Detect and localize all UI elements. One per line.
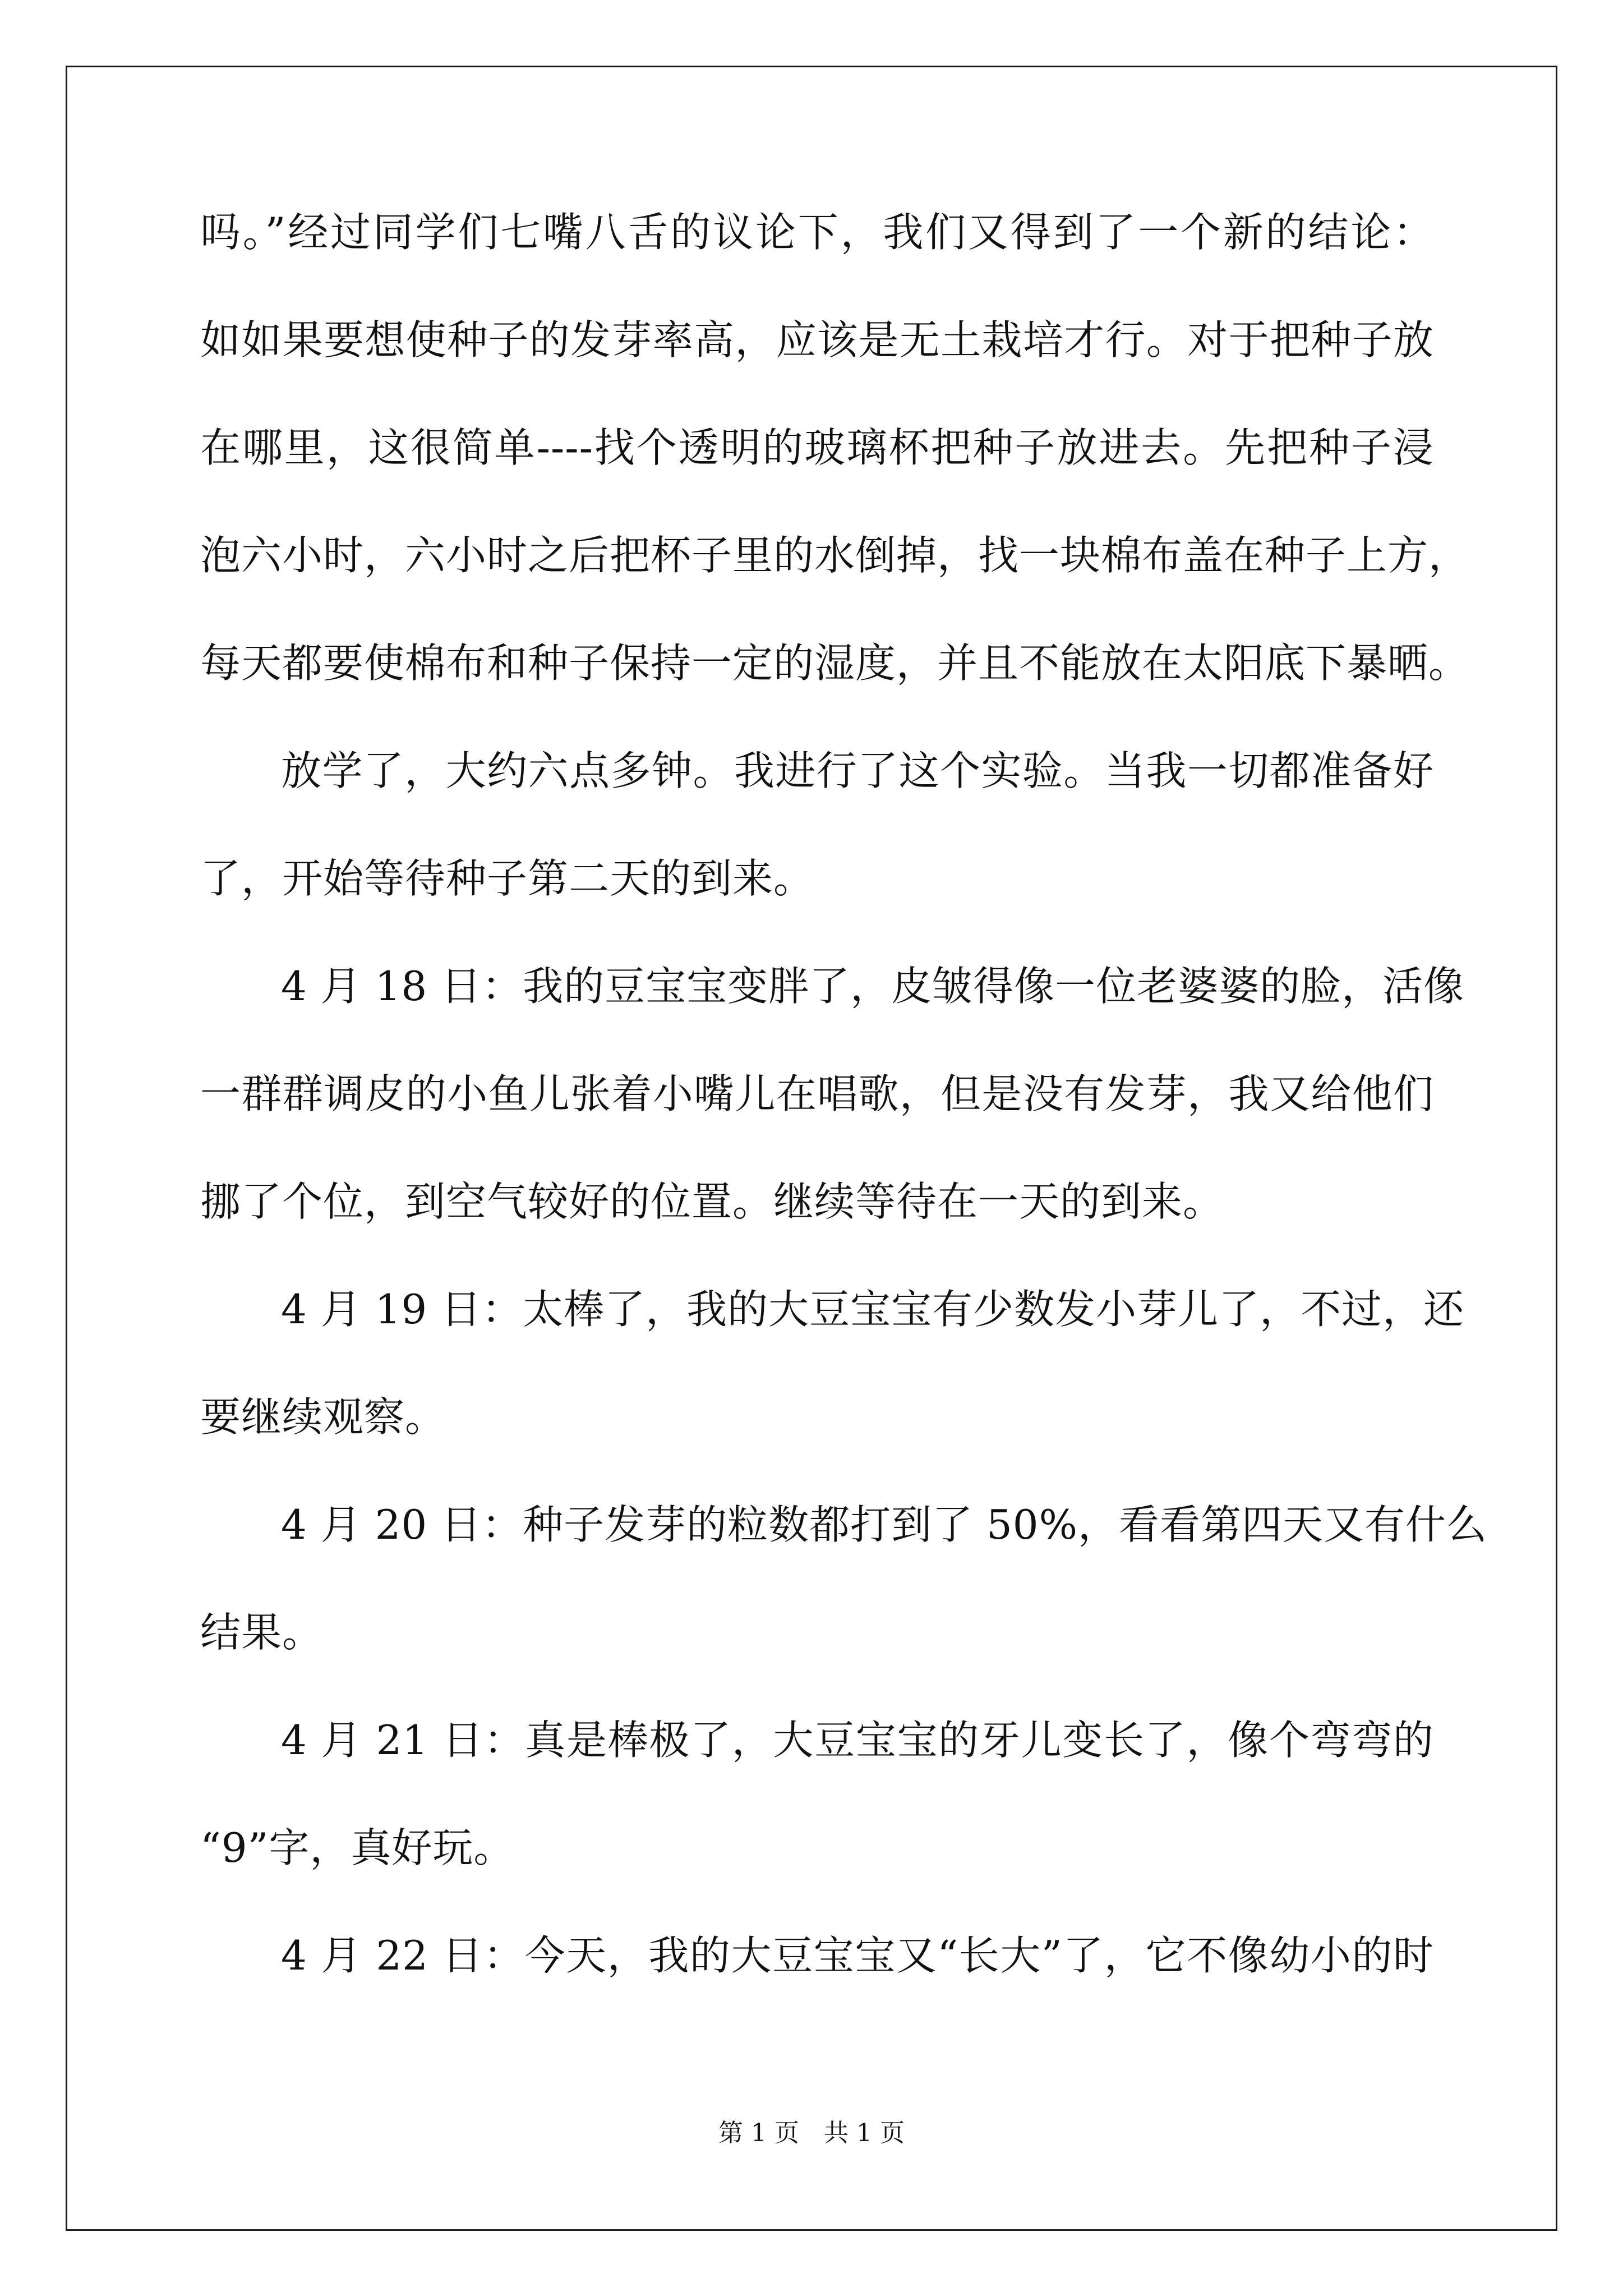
text-line-12: 要继续观察。 xyxy=(200,1393,446,1441)
page-border xyxy=(66,66,1557,2231)
text-line-10: 挪了个位，到空气较好的位置。继续等待在一天的到来。 xyxy=(200,1178,1224,1225)
text-line-6: 放学了，大约六点多钟。我进行了这个实验。当我一切都准备好 xyxy=(281,747,1434,794)
text-line-8: 4 月 18 日：我的豆宝宝变胖了，皮皱得像一位老婆婆的脸，活像 xyxy=(281,963,1465,1010)
text-line-3: 在哪里，这很简单----找个透明的玻璃杯把种子放进去。先把种子浸 xyxy=(200,424,1434,471)
text-line-4: 泡六小时，六小时之后把杯子里的水倒掉，找一块棉布盖在种子上方， xyxy=(200,532,1470,579)
text-line-17: 4 月 22 日：今天，我的大豆宝宝又“长大”了，它不像幼小的时 xyxy=(281,1932,1434,1979)
text-line-14: 结果。 xyxy=(200,1609,324,1656)
text-line-5: 每天都要使棉布和种子保持一定的湿度，并且不能放在太阳底下暴晒。 xyxy=(200,639,1470,687)
text-line-13: 4 月 20 日：种子发芽的粒数都打到了 50%，看看第四天又有什么 xyxy=(281,1501,1488,1548)
text-line-2: 如如果要想使种子的发芽率高，应该是无土栽培才行。对于把种子放 xyxy=(200,316,1434,364)
page-number-footer: 第 1 页 共 1 页 xyxy=(718,2119,905,2147)
text-line-9: 一群群调皮的小鱼儿张着小嘴儿在唱歌，但是没有发芽，我又给他们 xyxy=(200,1070,1434,1117)
text-line-15: 4 月 21 日：真是棒极了，大豆宝宝的牙儿变长了，像个弯弯的 xyxy=(281,1717,1434,1764)
text-line-16: “9”字，真好玩。 xyxy=(200,1824,515,1871)
text-line-11: 4 月 19 日：太棒了，我的大豆宝宝有少数发小芽儿了，不过，还 xyxy=(281,1286,1465,1333)
text-line-7: 了，开始等待种子第二天的到来。 xyxy=(200,855,815,902)
text-line-1: 吗。”经过同学们七嘴八舌的议论下，我们又得到了一个新的结论： xyxy=(200,209,1434,256)
